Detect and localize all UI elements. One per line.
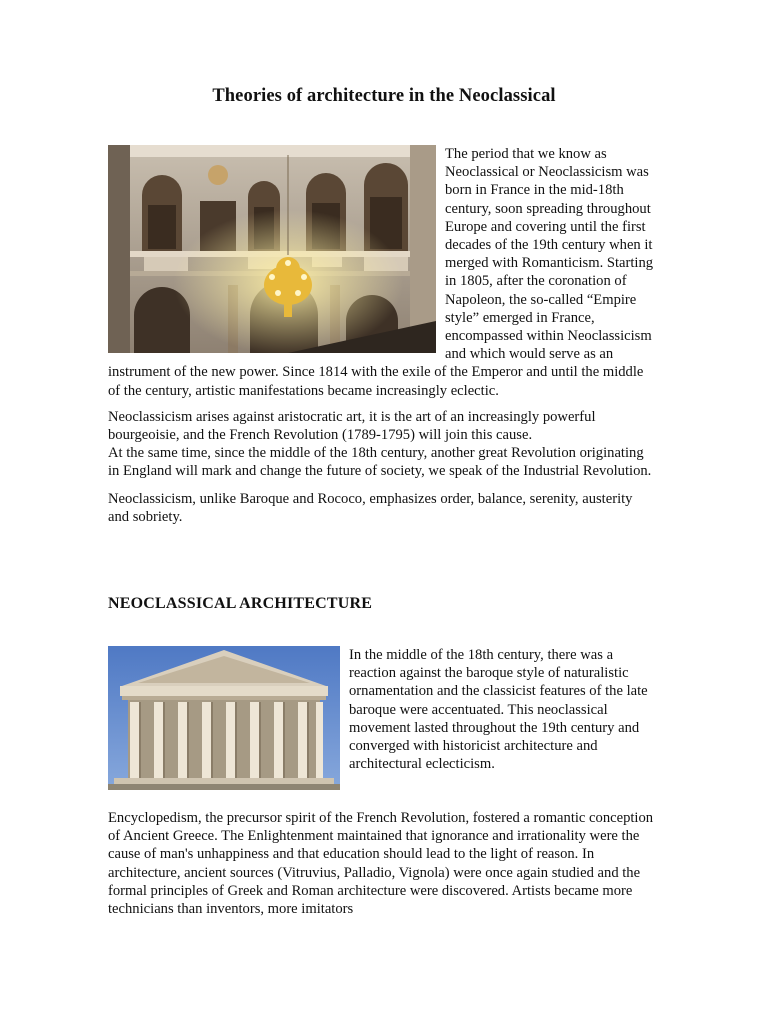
intro-paragraph-2-line-1: Neoclassicism arises against aristocratic art, it is the art of an increasingly powerful bourgeoisie, and the French Revolution (1789-1795) will join this cause. bbox=[108, 408, 596, 444]
intro-paragraph-1: The period that we know as Neoclassical or Neoclassicism was born in France in the mid-18th century, soon spreading throughout Europe and covering until the first decades of the 19th century when it merged with Romanticism. Starting in 1805, after the coronation of Napoleon, the so-called “Empire style” emerged in France, encompassed within Neoclassicism and which would serve as an instrument of the new power. Since 1814 with the exile of the Emperor and until the middle of the century, artistic manifestations became increasingly eclectic. bbox=[108, 146, 654, 399]
intro-section bbox=[108, 145, 656, 535]
encyclopedism-section bbox=[108, 809, 656, 918]
intro-paragraph-2 bbox=[108, 408, 656, 481]
section-heading: NEOCLASSICAL ARCHITECTURE bbox=[108, 595, 373, 612]
architecture-section bbox=[108, 646, 660, 790]
intro-paragraph-2-line-2: At the same time, since the middle of the 18th century, another great Revolution originating in England will mark and change the future of society, we speak of the Industrial Revolution. bbox=[108, 445, 652, 480]
architecture-paragraph-2: Encyclopedism, the precursor spirit of the French Revolution, fostered a romantic conception of Ancient Greece. The Enlightenment maintained that ignorance and irrationality were the cause of man's unhappiness and that education should lead to the light of reason. In architecture, ancient sources (Vitruvius, Palladio, Vignola) were once again studied and the formal principles of Greek and Roman architecture were discovered. Artists became more technicians than inventors, more imitators bbox=[108, 810, 654, 918]
temple-facade-photo bbox=[108, 646, 340, 790]
interior-courtyard-photo bbox=[108, 145, 436, 353]
page-title: Theories of architecture in the Neoclassical bbox=[212, 86, 556, 106]
architecture-paragraph-1: In the middle of the 18th century, there was a reaction against the baroque style of naturalistic ornamentation and the classicist features of the late baroque were accentuated. This neoclassical movement lasted throughout the 19th century and converged with historicist architecture and architectural eclecticism. bbox=[349, 647, 648, 773]
intro-paragraph-3: Neoclassicism, unlike Baroque and Rococo, emphasizes order, balance, serenity, austerity and sobriety. bbox=[108, 490, 633, 525]
